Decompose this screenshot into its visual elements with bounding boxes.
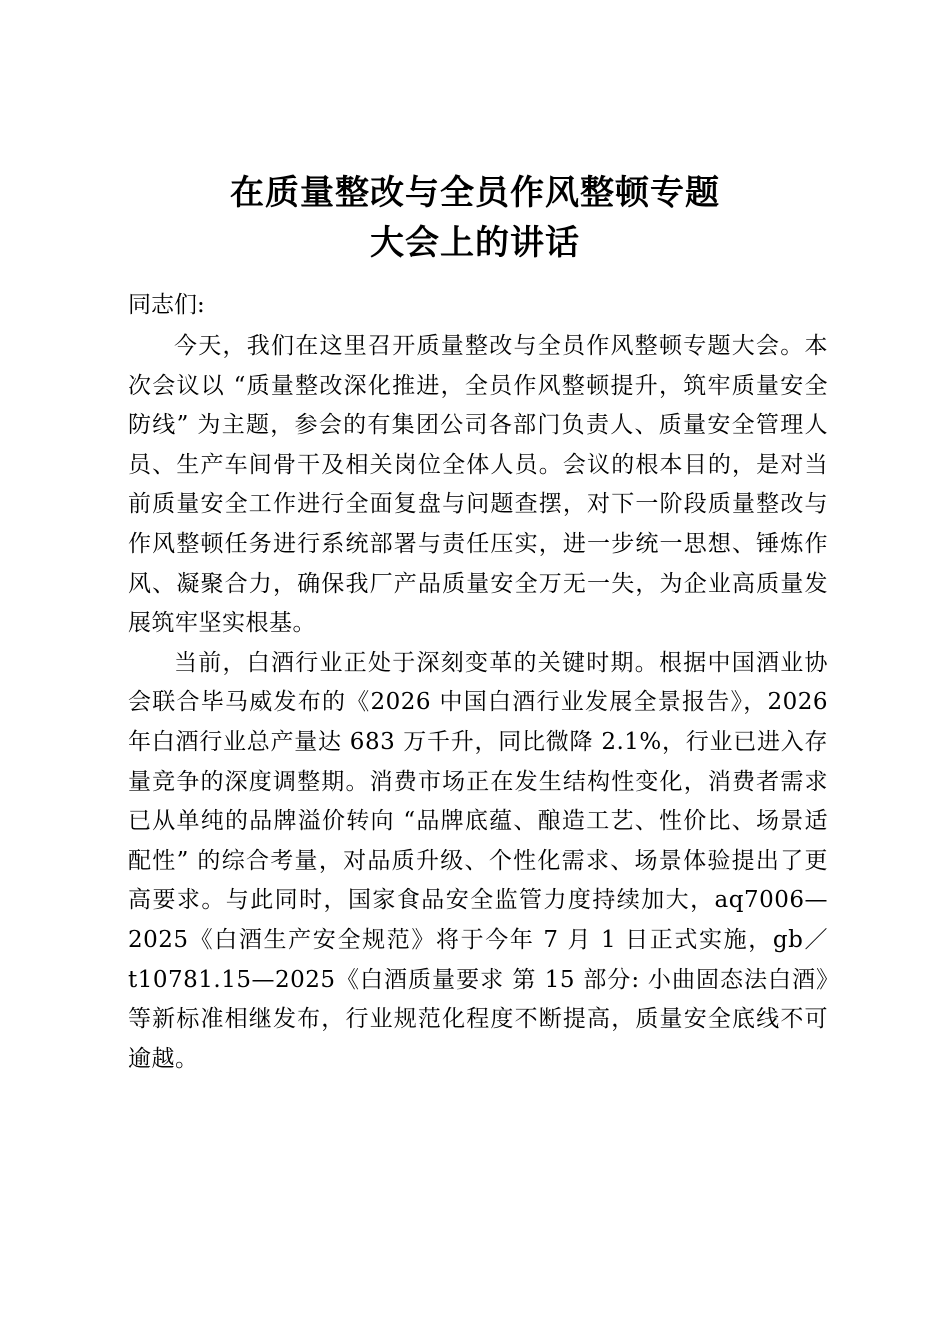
paragraph-opening: 今天，我们在这里召开质量整改与全员作风整顿专题大会。本次会议以 “质量整改深化推进，全员作风整顿提升，筑牢质量安全防线” 为主题，参会的有集团公司各部门负责人、质量安全管理人员、生产车间骨干及相关岗位全体人员。会议的根本目的，是对当前质量安全工作进行全面复盘与问题查摆，对下一阶段质量整改与作风整顿任务进行系统部署与责任压实，进一步统一思想、锤炼作风、凝聚合力，确保我厂产品质量安全万无一失，为企业高质量发展筑牢坚实根基。 [128,333,828,637]
title-line-1: 在质量整改与全员作风整顿专题 [230,173,720,213]
document-body [128,285,828,1079]
salutation: 同志们: [128,292,205,318]
paragraph-industry-context: 当前，白酒行业正处于深刻变革的关键时期。根据中国酒业协会联合毕马威发布的《2026 中国白酒行业发展全景报告》，2026 年白酒行业总产量达 683 万千升，同比微降 2.1%，行业已进入存量竞争的深度调整期。消费市场正在发生结构性变化，消费者需求已从单纯的品牌溢价转向 “品牌底蕴、酿造工艺、性价比、场景适配性” 的综合考量，对品质升级、个性化需求、场景体验提出了更高要求。与此同时，国家食品安全监管力度持续加大，aq7006—2025《白酒生产安全规范》将于今年 7 月 1 日正式实施，gb／t10781.15—2025《白酒质量要求 第 15 部分: 小曲固态法白酒》等新标准相继发布，行业规范化程度不断提高，质量安全底线不可逾越。 [128,649,828,1072]
document-title [0,168,950,268]
title-line-2: 大会上的讲话 [370,223,580,263]
